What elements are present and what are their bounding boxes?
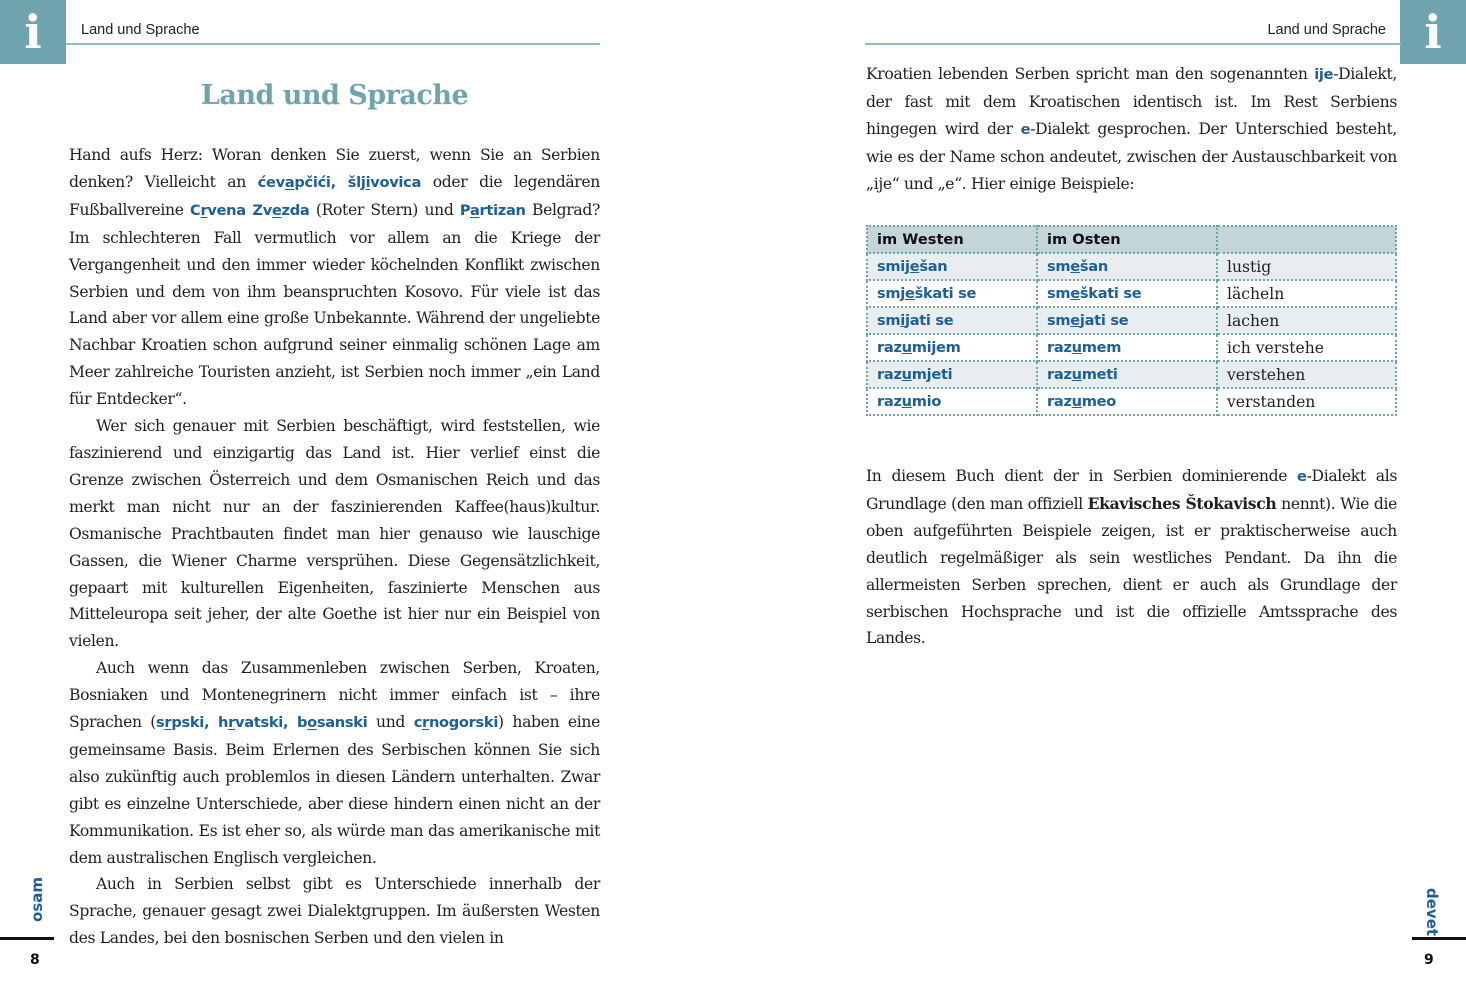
table-row [867, 280, 1396, 307]
cell-west: smijati se [867, 307, 1037, 334]
keyword-crvena-zvezda: Crvena Zvezda [190, 201, 310, 219]
right-page-outro [866, 463, 1397, 652]
cell-west: razumijem [867, 334, 1037, 361]
page-number-left: 8 [30, 952, 40, 968]
cell-east: razumeo [1037, 388, 1217, 415]
info-icon: i [24, 5, 42, 59]
chapter-title: Land und Sprache [200, 80, 469, 111]
keyword-e: e [1297, 468, 1307, 485]
header-rule-right [865, 43, 1401, 45]
cell-east: razumeti [1037, 361, 1217, 388]
info-icon: i [1424, 5, 1442, 59]
paragraph-1: Hand aufs Herz: Woran denken Sie zuerst, wenn Sie an Serbien denken? Vielleicht an ćevapčići, šljivovica oder die legendären Fußballvereine Crvena Zvezda (Roter Stern) und Partizan Belgrad? Im schlechteren Fall vermutlich vor allem an die Kriege der Vergangenheit und den immer wieder köchelnden Konflikt zwischen Serbien und dem von ihm beanspruchten Kosovo. Für viele ist das Land aber vor allem eine große Unbekannte. Während der ungeliebte Nachbar Kroatien schon aufgrund seiner einmalig schönen Lage am Meer zahlreiche Touristen anzieht, ist Serbien noch immer „ein Land für Entdecker“. [69, 146, 600, 409]
cell-east: smejati se [1037, 307, 1217, 334]
page-number-right: 9 [1424, 952, 1434, 968]
header-rule-left [66, 43, 600, 45]
cell-east: smeškati se [1037, 280, 1217, 307]
paragraph-3: Auch wenn das Zusammenleben zwischen Serben, Kroaten, Bosniaken und Montenegrinern nicht immer einfach ist – ihre Sprachen (srpski, hrvatski, bosanski und crnogorski) haben eine gemeinsame Basis. Beim Erlernen des Serbischen können Sie sich also zukünftig auch problemlos in diesen Ländern unterhalten. Zwar gibt es einzelne Unterschiede, aber diese hindern einen nicht an der Kommunikation. Es ist eher so, als würde man das amerikanische mit dem australischen Englisch vergleichen. [69, 659, 600, 867]
keyword-cevapcici-sljivovica: ćevapčići, šljivovica [257, 173, 422, 191]
left-page-body [69, 142, 600, 952]
side-number-word-left: osam [28, 877, 46, 922]
paragraph-2: Wer sich genauer mit Serbien beschäftigt, wird feststellen, wie faszinierend und einzigartig das Land ist. Hier verlief einst die Grenze zwischen Österreich und dem Osmanischen Reich und das merkt man nicht nur an der faszinierenden Kaffee(haus)kultur. Osmanische Prachtbauten findet man hier genauso wie lauschige Gassen, die Wiener Charme versprühen. Diese Gegensätzlichkeit, gepaart mit kulturellen Eigenheiten, faszinierte Menschen aus Mitteleuropa seit jeher, der alte Goethe ist hier nur ein Beispiel von vielen. [69, 417, 600, 651]
cell-west: smješkati se [867, 280, 1037, 307]
table-row [867, 253, 1396, 280]
cell-east: smešan [1037, 253, 1217, 280]
chapter-tab-left [0, 0, 66, 64]
table-row [867, 361, 1396, 388]
paragraph-outro: In diesem Buch dient der in Serbien dominierende e-Dialekt als Grundlage (den man offiziell Ekavisches Štokavisch nennt). Wie die oben aufgeführten Beispiele zeigen, ist er praktischerweise auch deutlich regelmäßiger als sein westliches Pendant. Da ihn die allermeisten Serben sprechen, dient er auch als Grundlage der serbischen Hochsprache und ist die offizielle Amtssprache des Landes. [866, 467, 1397, 648]
table-row [867, 307, 1396, 334]
cell-german: verstanden [1217, 388, 1396, 415]
right-page-intro [866, 61, 1397, 198]
footer-rule-right [1412, 937, 1466, 940]
header-west: im Westen [867, 226, 1037, 253]
keyword-partizan: Partizan [459, 201, 526, 219]
keyword-languages: srpski, hrvatski, bosanski [156, 714, 368, 732]
paragraph-intro: Kroatien lebenden Serben spricht man den sogenannten ije-Dialekt, der fast mit dem Kroatischen identisch ist. Im Rest Serbiens hingegen wird der e-Dialekt gesprochen. Der Unterschied besteht, wie es der Name schon andeutet, zwischen der Austauschbarkeit von „ije“ und „e“. Hier einige Beispiele: [866, 65, 1397, 193]
cell-west: smiješan [867, 253, 1037, 280]
chapter-tab-right [1400, 0, 1466, 64]
table-row [867, 388, 1396, 415]
cell-german: verstehen [1217, 361, 1396, 388]
paragraph-4: Auch in Serbien selbst gibt es Unterschiede innerhalb der Sprache, genauer gesagt zwei Dialektgruppen. Im äußersten Westen des Landes, bei den bosnischen Serben und den vielen in [69, 875, 600, 948]
cell-east: razumem [1037, 334, 1217, 361]
cell-german: ich verstehe [1217, 334, 1396, 361]
cell-german: lachen [1217, 307, 1396, 334]
cell-german: lächeln [1217, 280, 1396, 307]
header-german [1217, 226, 1396, 253]
term-ekavisches-stokavisch: Ekavisches Štokavisch [1087, 493, 1277, 513]
keyword-ije: ije [1314, 66, 1334, 83]
footer-rule-left [0, 937, 54, 940]
table-header-row [867, 226, 1396, 253]
side-number-word-right: devet [1423, 888, 1441, 937]
dialect-comparison-table [866, 225, 1397, 416]
cell-west: razumio [867, 388, 1037, 415]
keyword-crnogorski: crnogorski [413, 714, 499, 732]
header-east: im Osten [1037, 226, 1217, 253]
table-row [867, 334, 1396, 361]
keyword-e: e [1020, 120, 1031, 138]
running-head-left: Land und Sprache [81, 22, 200, 38]
running-head-right: Land und Sprache [1267, 22, 1386, 38]
cell-west: razumjeti [867, 361, 1037, 388]
cell-german: lustig [1217, 253, 1396, 280]
